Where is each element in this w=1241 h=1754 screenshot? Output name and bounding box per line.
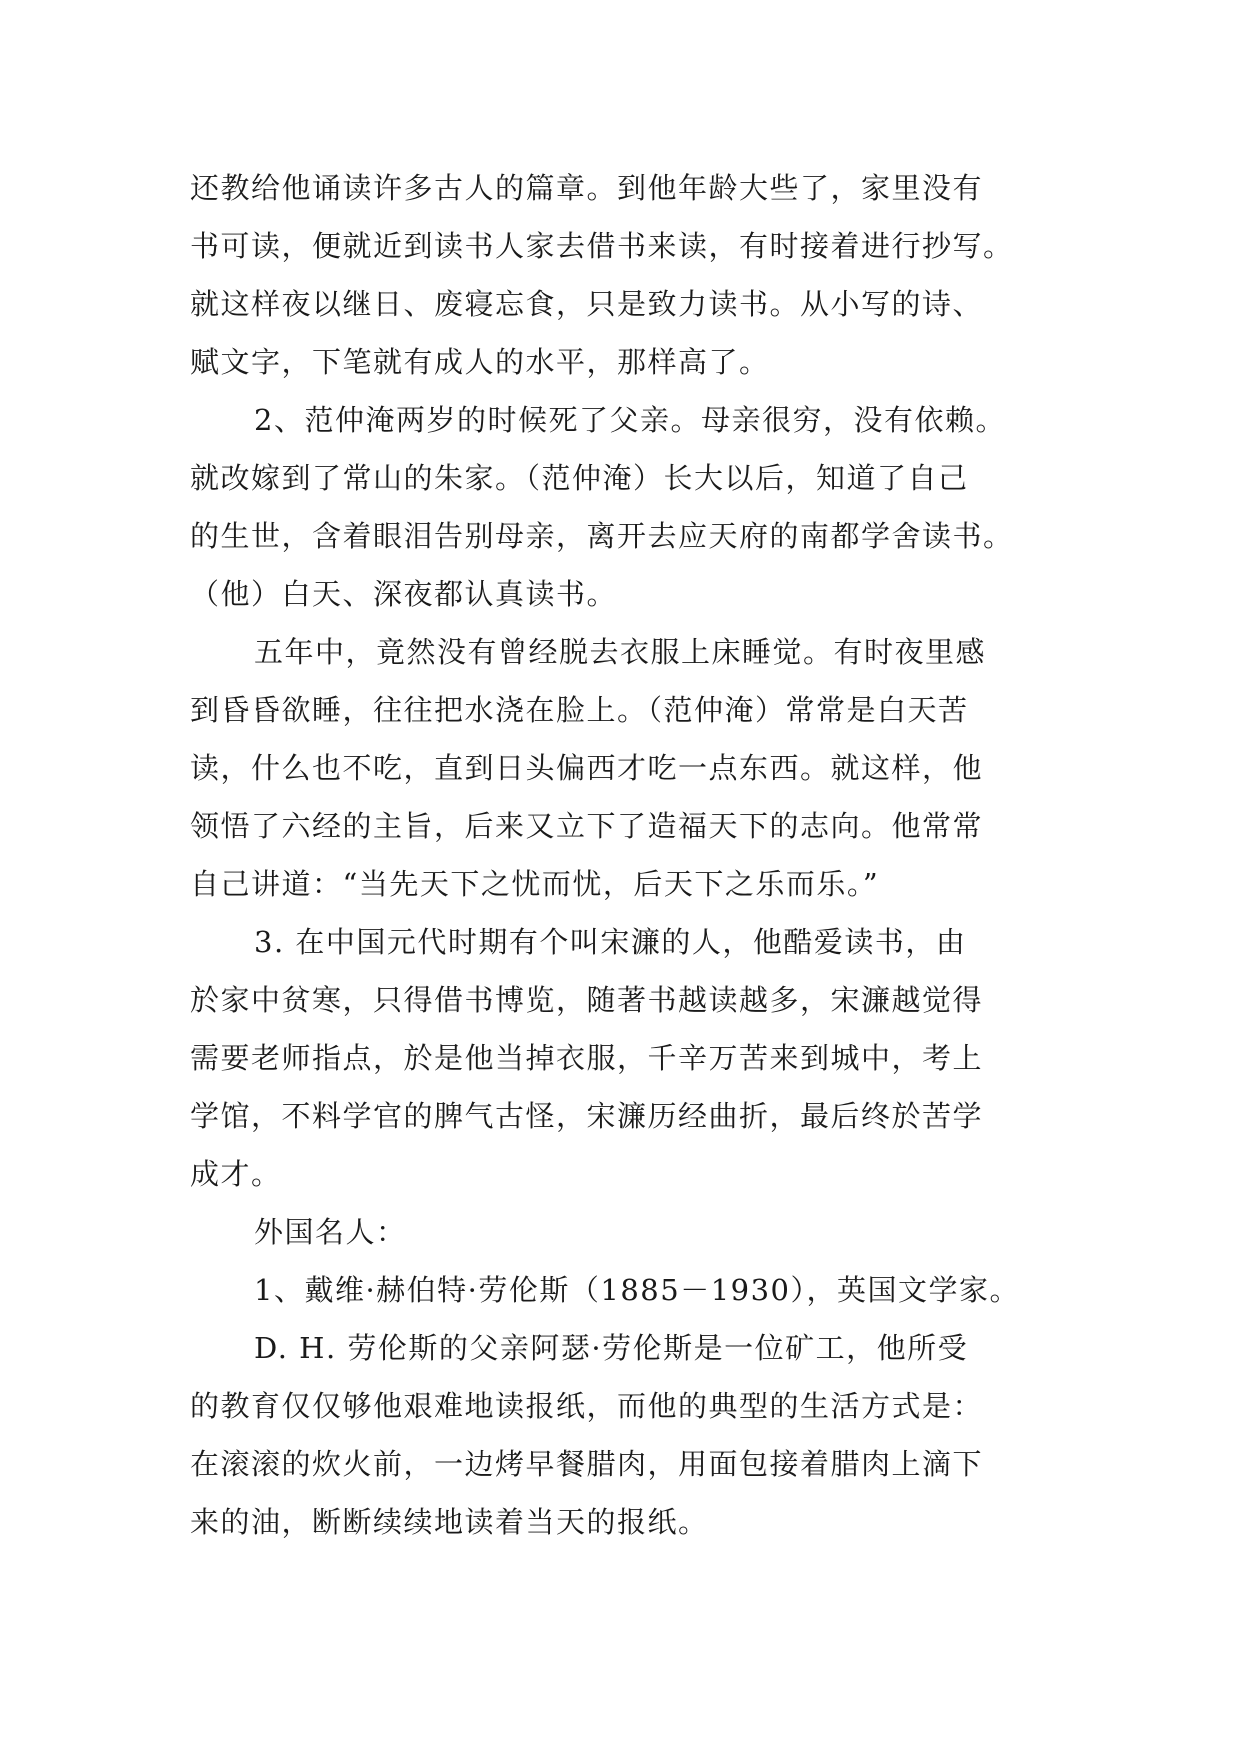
text-line: 在滚滚的炊火前，一边烤早餐腊肉，用面包接着腊肉上滴下 xyxy=(190,1447,984,1481)
text-line: （他）白天、深夜都认真读书。 xyxy=(190,577,618,611)
text-line: 於家中贫寒，只得借书博览，随著书越读越多，宋濂越觉得 xyxy=(190,983,984,1017)
text-line: D. H. 劳伦斯的父亲阿瑟·劳伦斯是一位矿工，他所受 xyxy=(254,1331,969,1365)
text-line: 自己讲道：“当先天下之忧而忧，后天下之乐而乐。” xyxy=(190,867,880,901)
text-line: 外国名人： xyxy=(254,1215,407,1249)
text-line: 需要老师指点，於是他当掉衣服，千辛万苦来到城中，考上 xyxy=(190,1041,984,1075)
document-body xyxy=(190,159,1056,1551)
text-line: 2、范仲淹两岁的时候死了父亲。母亲很穷，没有依赖。 xyxy=(254,403,1006,437)
text-line: 3. 在中国元代时期有个叫宋濂的人，他酷爱读书，由 xyxy=(254,925,967,959)
text-line: 读，什么也不吃，直到日头偏西才吃一点东西。就这样，他 xyxy=(190,751,984,785)
text-line: 成才。 xyxy=(190,1157,282,1191)
text-line: 还教给他诵读许多古人的篇章。到他年龄大些了，家里没有 xyxy=(190,171,984,205)
text-line: 到昏昏欲睡，往往把水浇在脸上。（范仲淹）常常是白天苦 xyxy=(190,693,969,727)
text-line: 学馆，不料学官的脾气古怪，宋濂历经曲折，最后终於苦学 xyxy=(190,1099,984,1133)
text-line: 1、戴维·赫伯特·劳伦斯（1885－1930），英国文学家。 xyxy=(254,1273,1020,1307)
text-line: 就这样夜以继日、废寝忘食，只是致力读书。从小写的诗、 xyxy=(190,287,984,321)
text-line: 书可读，便就近到读书人家去借书来读，有时接着进行抄写。 xyxy=(190,229,1014,263)
text-line: 来的油，断断续续地读着当天的报纸。 xyxy=(190,1505,709,1539)
text-line: 就改嫁到了常山的朱家。（范仲淹）长大以后，知道了自己 xyxy=(190,461,969,495)
text-line: 的生世，含着眼泪告别母亲，离开去应天府的南都学舍读书。 xyxy=(190,519,1014,553)
text-line: 五年中，竟然没有曾经脱去衣服上床睡觉。有时夜里感 xyxy=(254,635,987,669)
text-line: 赋文字，下笔就有成人的水平，那样高了。 xyxy=(190,345,770,379)
text-line: 领悟了六经的主旨，后来又立下了造福天下的志向。他常常 xyxy=(190,809,984,843)
text-line: 的教育仅仅够他艰难地读报纸，而他的典型的生活方式是： xyxy=(190,1389,984,1423)
